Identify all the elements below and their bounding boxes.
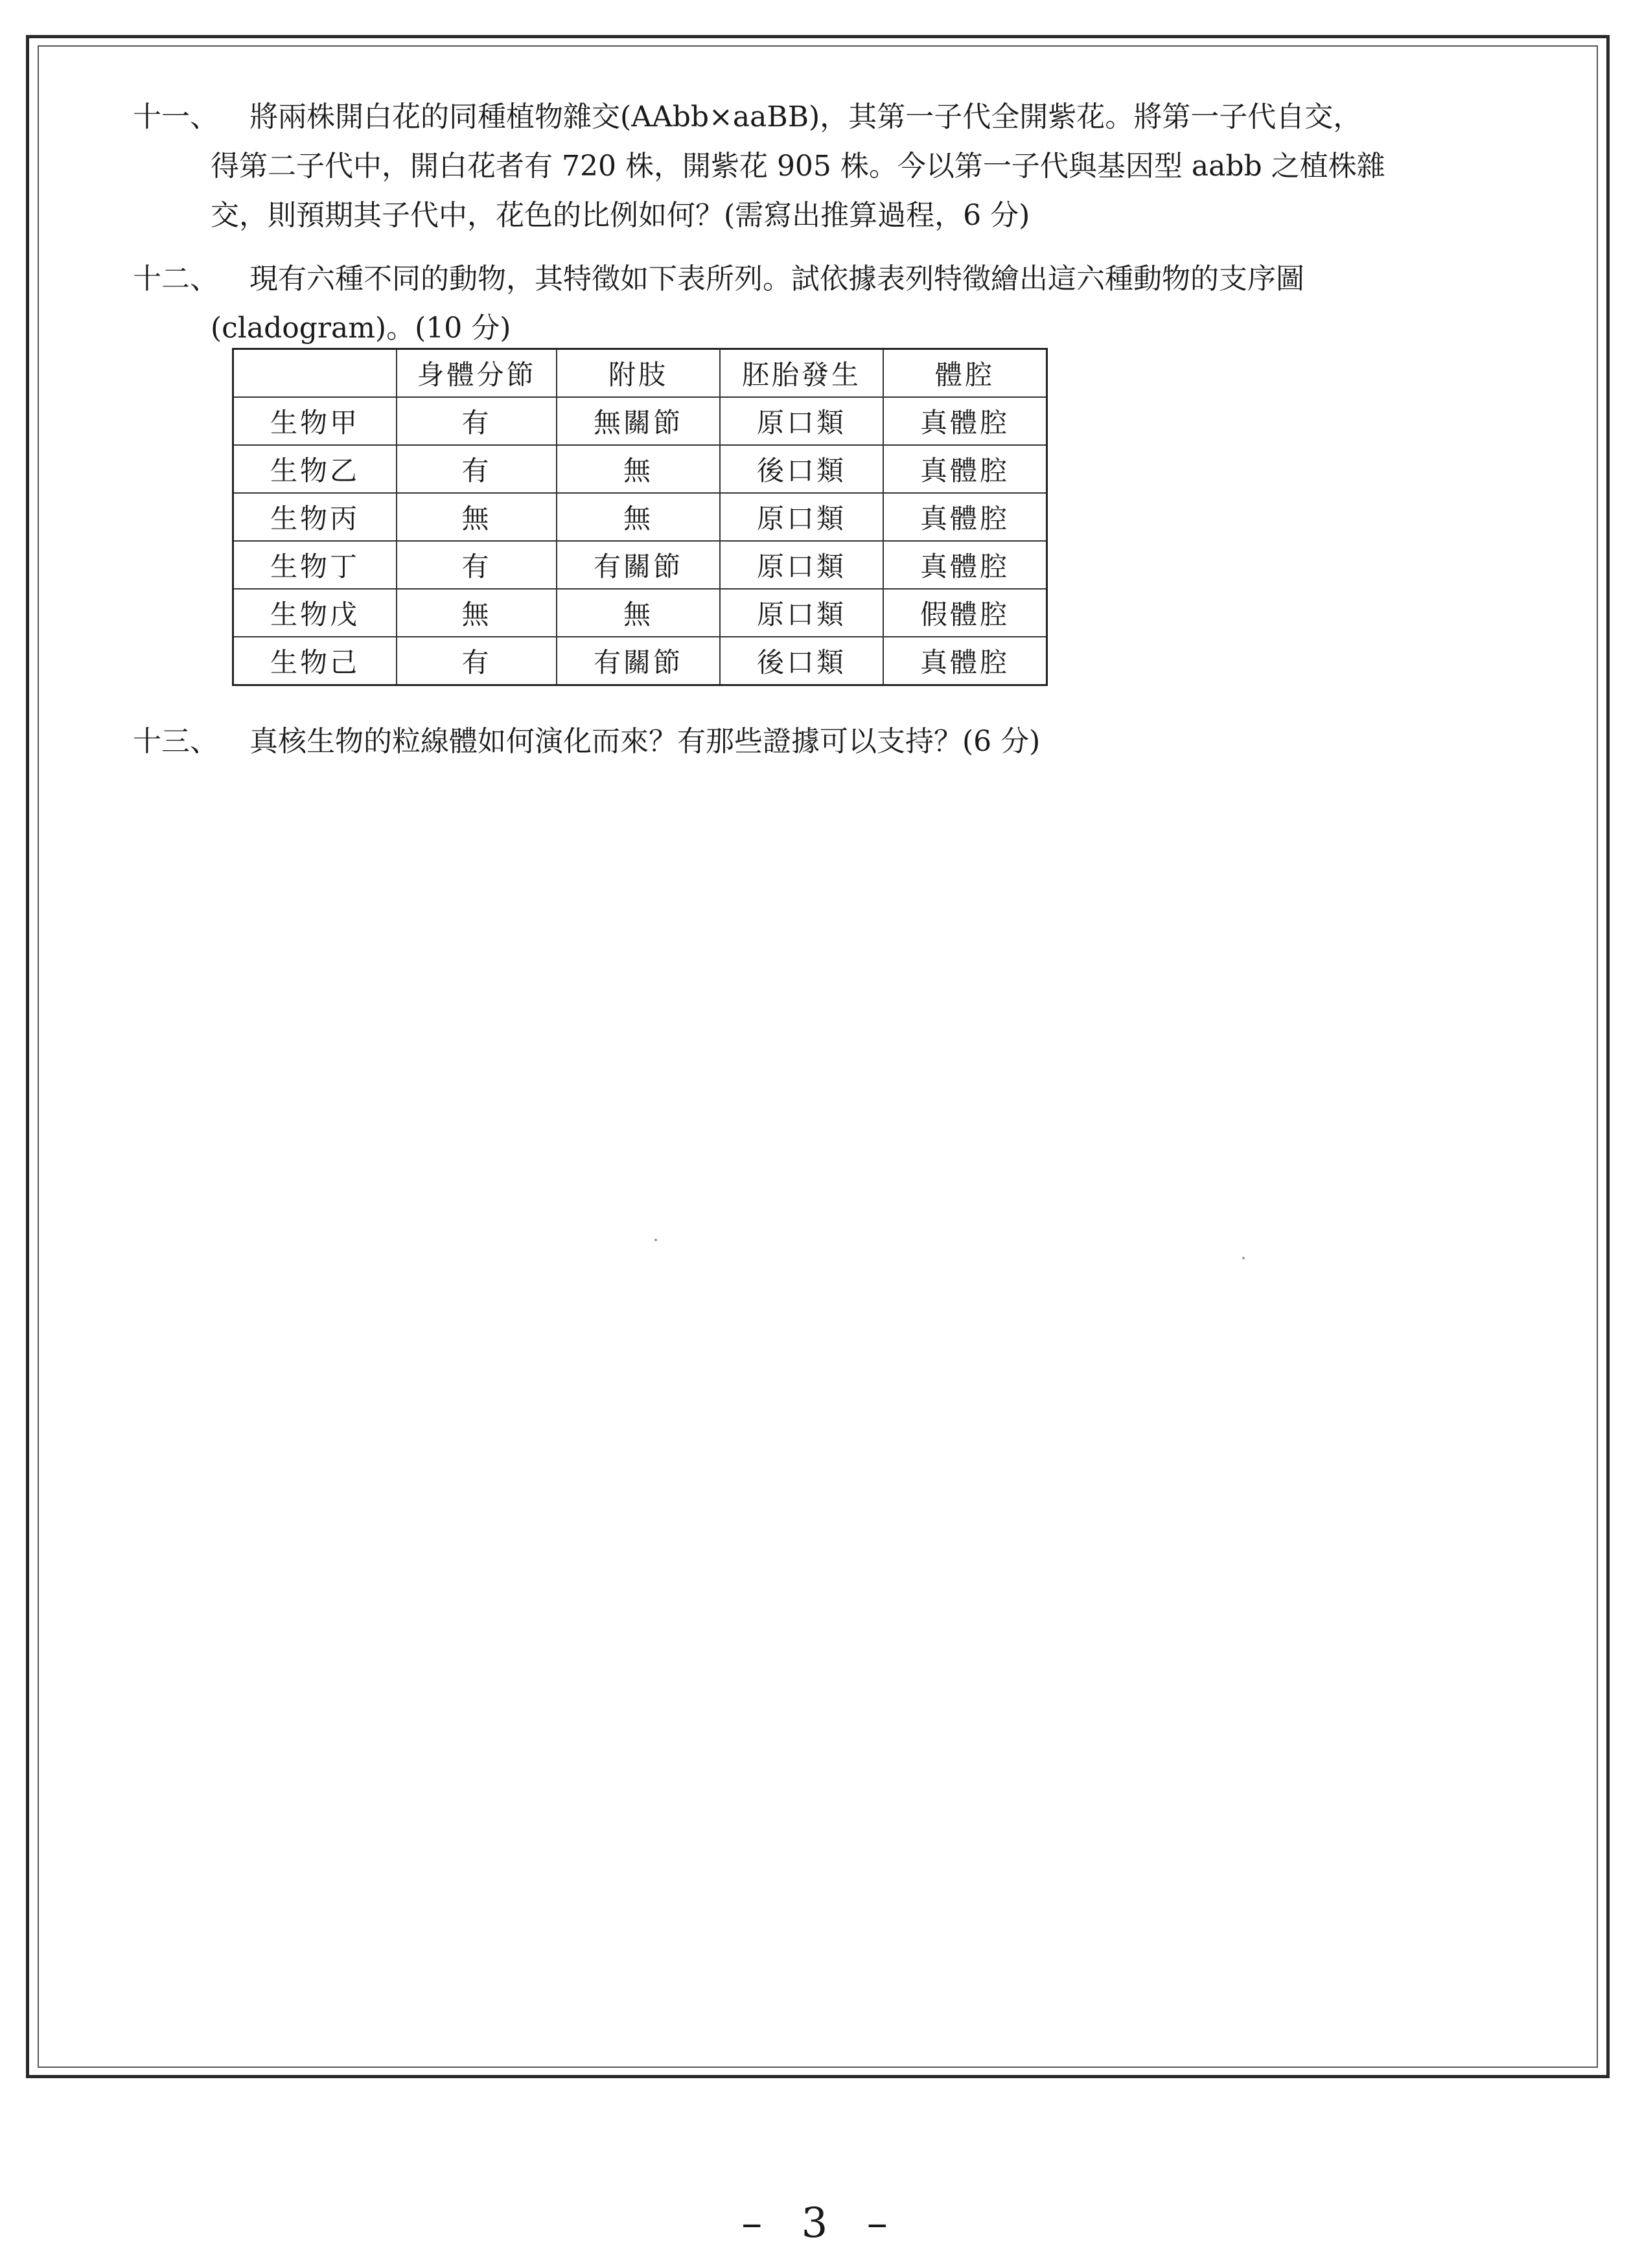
table-row xyxy=(233,541,1047,589)
question-number: 十二、 xyxy=(133,262,218,295)
table-cell: 無關節 xyxy=(557,397,720,445)
table-row xyxy=(233,637,1047,685)
animal-traits-table xyxy=(232,348,1048,686)
table-header-cell: 體腔 xyxy=(883,349,1047,398)
question-number: 十三、 xyxy=(133,725,218,758)
table-cell: 真體腔 xyxy=(883,541,1047,589)
table-cell: 無 xyxy=(557,589,720,637)
table-cell: 真體腔 xyxy=(883,637,1047,685)
question-13 xyxy=(133,717,1520,766)
table-row xyxy=(233,445,1047,493)
table-cell: 生物己 xyxy=(233,637,397,685)
table-row xyxy=(233,397,1047,445)
question-text-line: 得第二子代中，開白花者有 720 株，開紫花 905 株。今以第一子代與基因型 aabb 之植株雜 xyxy=(211,150,1385,183)
table-cell: 真體腔 xyxy=(883,493,1047,541)
table-cell: 無 xyxy=(397,493,557,541)
table-cell: 有關節 xyxy=(557,637,720,685)
table-row xyxy=(233,589,1047,637)
question-text-line: 將兩株開白花的同種植物雜交(AAbb×aaBB)，其第一子代全開紫花。將第一子代自交， xyxy=(249,100,1362,133)
table-cell: 真體腔 xyxy=(883,397,1047,445)
table-cell: 生物乙 xyxy=(233,445,397,493)
table-cell: 原口類 xyxy=(720,541,883,589)
table-cell: 無 xyxy=(557,445,720,493)
table-cell: 無 xyxy=(557,493,720,541)
scan-speck xyxy=(654,1239,657,1241)
table-cell: 無 xyxy=(397,589,557,637)
table-cell: 生物丙 xyxy=(233,493,397,541)
question-number: 十一、 xyxy=(133,100,218,133)
table-cell: 生物丁 xyxy=(233,541,397,589)
table-row xyxy=(233,493,1047,541)
table-cell: 真體腔 xyxy=(883,445,1047,493)
table-header-row xyxy=(233,349,1047,398)
question-text-line: 現有六種不同的動物，其特徵如下表所列。試依據表列特徵繪出這六種動物的支序圖 xyxy=(249,262,1304,295)
scan-speck xyxy=(1242,1257,1245,1259)
table-cell: 生物戊 xyxy=(233,589,397,637)
table-cell: 有 xyxy=(397,541,557,589)
table-cell: 生物甲 xyxy=(233,397,397,445)
table-cell: 後口類 xyxy=(720,637,883,685)
table-header-cell: 胚胎發生 xyxy=(720,349,883,398)
question-12 xyxy=(133,255,1520,353)
table-cell: 原口類 xyxy=(720,589,883,637)
question-11 xyxy=(133,93,1520,240)
table-cell: 後口類 xyxy=(720,445,883,493)
question-text-line: (cladogram)。(10 分) xyxy=(211,312,511,345)
question-text-line: 交，則預期其子代中，花色的比例如何？(需寫出推算過程，6 分) xyxy=(211,199,1030,232)
question-text-line: 真核生物的粒線體如何演化而來？有那些證據可以支持？(6 分) xyxy=(249,725,1041,758)
table-cell: 有 xyxy=(397,637,557,685)
table-header-cell: 附肢 xyxy=(557,349,720,398)
table-header-cell: 身體分節 xyxy=(397,349,557,398)
page-number: – 3 – xyxy=(741,2199,901,2247)
table-cell: 原口類 xyxy=(720,397,883,445)
table-header-cell xyxy=(233,349,397,398)
table-cell: 原口類 xyxy=(720,493,883,541)
table-cell: 有 xyxy=(397,445,557,493)
table-cell: 假體腔 xyxy=(883,589,1047,637)
table-cell: 有 xyxy=(397,397,557,445)
table-cell: 有關節 xyxy=(557,541,720,589)
